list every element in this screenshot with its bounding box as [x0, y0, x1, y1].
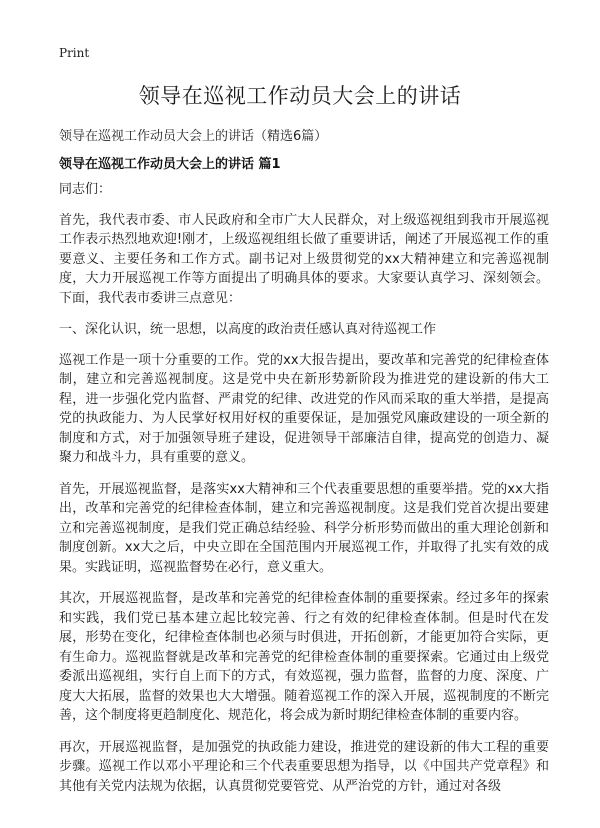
subheading: 一、深化认识，统一思想，以高度的政治责任感认真对待巡视工作: [59, 322, 437, 337]
document-subtitle: 领导在巡视工作动员大会上的讲话（精选6篇）: [59, 129, 328, 144]
paragraph: 其次，开展巡视监督，是改革和完善党的纪律检查体制的重要探索。经过多年的探索和实践，我们党已基本建立起比较完善、行之有效的纪律检查体制。但是时代在发展，形势在变化，纪律检查体制也必须与时俱进，开拓创新，才能更加符合实际，更有生命力。巡视监督就是改革和完善党的纪律检查体制的重要探索。它通过由上级党委派出巡视组，实行自上而下的方式，有效巡视，强力监督，监督的力度、深度、广度大大拓展，监督的效果也大大增强。随着巡视工作的深入开展，巡视制度的不断完善，这个制度将更趋制度化、规范化，将会成为新时期纪律检查体制的重要内容。: [59, 591, 549, 723]
paragraph: 再次，开展巡视监督，是加强党的执政能力建设，推进党的建设新的伟大工程的重要步骤。巡视工作以邓小平理论和三个代表重要思想为指导，以《中国共产党章程》和其他有关党内法规为依据，认真贯彻党要管党、从严治党的方针，通过对各级: [59, 739, 549, 794]
paragraph: 首先，我代表市委、市人民政府和全市广大人民群众，对上级巡视组到我市开展巡视工作表示热烈地欢迎!刚才，上级巡视组组长做了重要讲话，阐述了开展巡视工作的重要意义、主要任务和工作方式。副书记对上级贯彻党的xx大精神建立和完善巡视制度，大力开展巡视工作等方面提出了明确具体的要求。大家要认真学习、深刻领会。下面，我代表市委讲三点意见：: [59, 212, 549, 306]
print-link[interactable]: Print: [59, 46, 90, 60]
section-heading: 领导在巡视工作动员大会上的讲话 篇1: [59, 157, 281, 172]
paragraph: 首先，开展巡视监督，是落实xx大精神和三个代表重要思想的重要举措。党的xx大指出，改革和完善党的纪律检查体制，建立和完善巡视制度。这是我们党首次提出要建立和完善巡视制度，是我们党正确总结经验、科学分析形势而做出的重大理论创新和制度创新。xx大之后，中央立即在全国范围内开展巡视工作，并取得了扎实有效的成果。实践证明，巡视监督势在必行，意义重大。: [59, 481, 549, 575]
salutation: 同志们：: [59, 182, 112, 197]
page-title: 领导在巡视工作动员大会上的讲话: [138, 84, 462, 108]
paragraph: 巡视工作是一项十分重要的工作。党的xx大报告提出，要改革和完善党的纪律检查体制，建立和完善巡视制度。这是党中央在新形势新阶段为推进党的建设新的伟大工程，进一步强化党内监督、严肃党的纪律、改进党的作风而采取的重大举措，是提高党的执政能力、为人民掌好权用好权的重要保证，是加强党风廉政建设的一项全新的制度和方式，对于加强领导班子建设，促进领导干部廉洁自律，提高党的创造力、凝聚力和战斗力，具有重要的意义。: [59, 352, 549, 465]
document-body: [59, 180, 549, 808]
